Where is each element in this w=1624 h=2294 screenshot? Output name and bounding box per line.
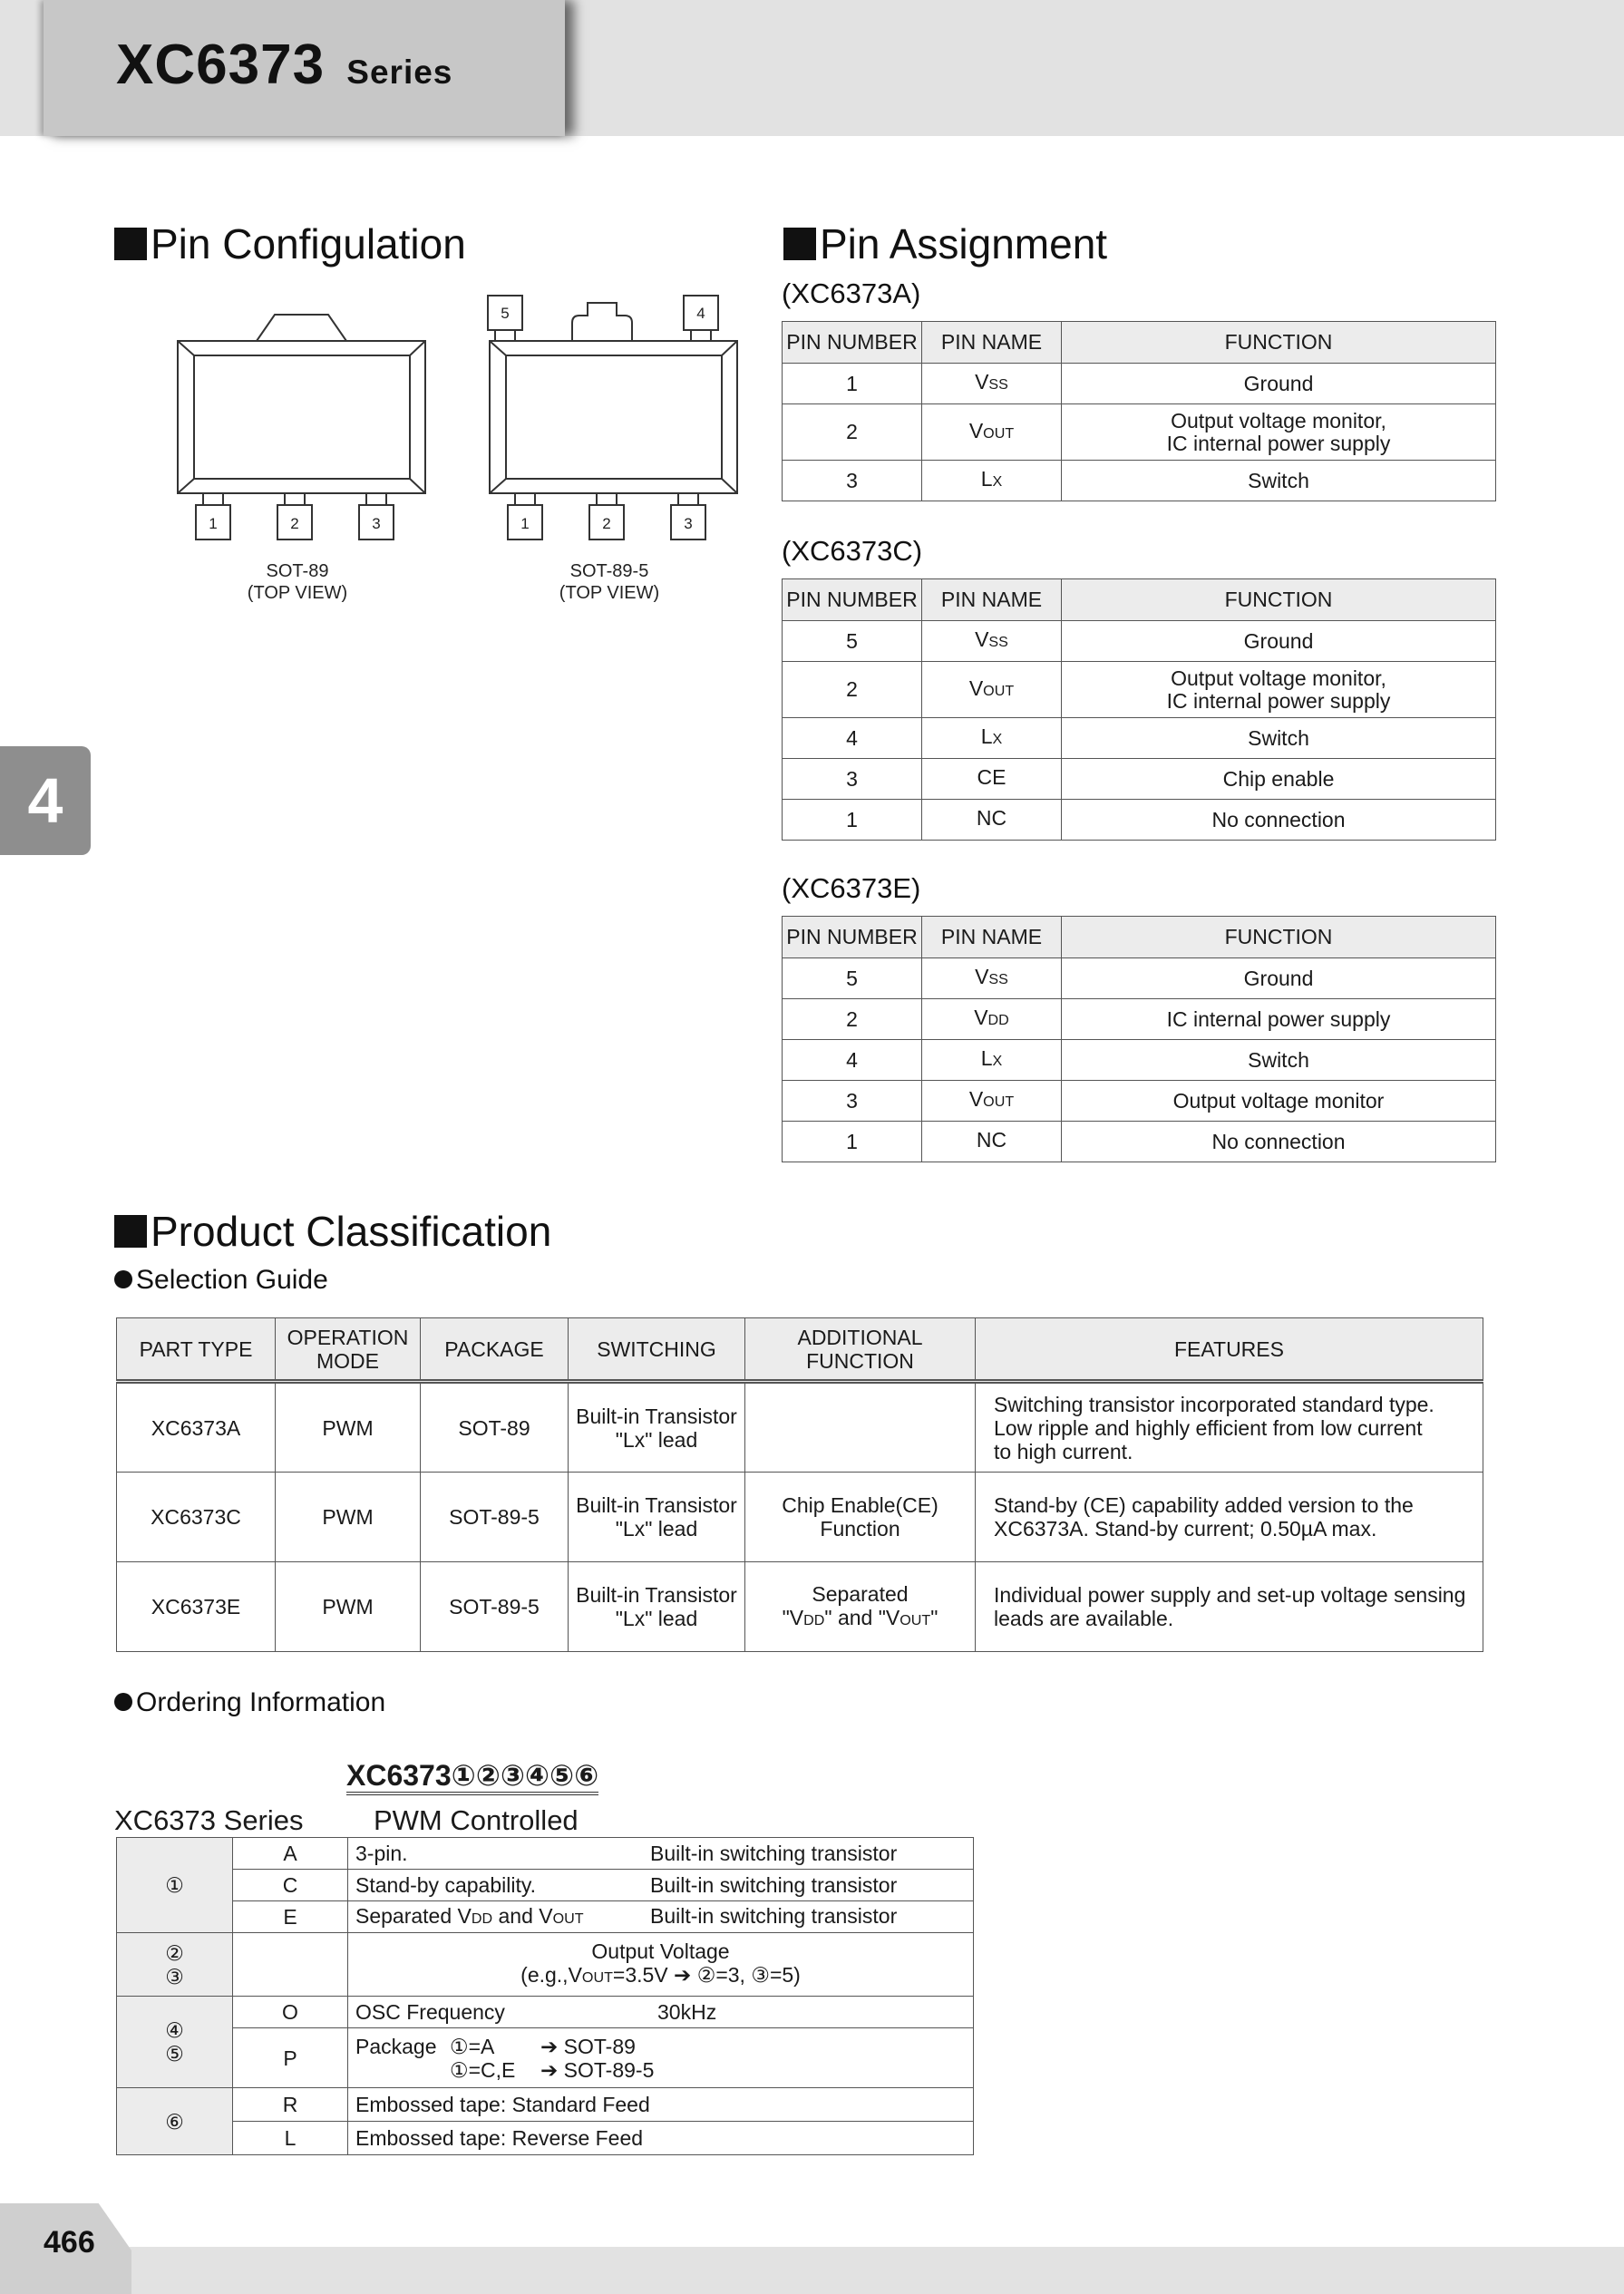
order-code: O xyxy=(233,1997,348,2028)
header-features: FEATURES xyxy=(976,1318,1483,1382)
pin-name: VSS xyxy=(922,364,1062,404)
package: SOT-89-5 xyxy=(421,1473,569,1562)
table-row xyxy=(117,1838,974,1870)
pin-name: NC xyxy=(922,800,1062,841)
header-pin-number: PIN NUMBER xyxy=(783,579,922,621)
table-row xyxy=(117,2088,974,2122)
table-row xyxy=(783,662,1496,718)
pin-number: 1 xyxy=(783,1122,922,1162)
pin-function: Output voltage monitor, IC internal power supply xyxy=(1062,662,1496,718)
pin-name: LX xyxy=(922,718,1062,759)
sot89-body-inner xyxy=(194,355,410,479)
header-function: FUNCTION xyxy=(1062,579,1496,621)
pin-function: Switch xyxy=(1062,718,1496,759)
sot895-pin-label: 3 xyxy=(684,515,693,532)
pin-number: 3 xyxy=(783,461,922,501)
pin-name: LX xyxy=(922,1040,1062,1081)
pin-name: NC xyxy=(922,1122,1062,1162)
sot895-tab xyxy=(572,303,632,341)
square-bullet-icon xyxy=(114,1215,147,1248)
operation-mode: PWM xyxy=(276,1382,421,1473)
page-title xyxy=(116,33,452,97)
operation-mode: PWM xyxy=(276,1562,421,1652)
chapter-tab: 4 xyxy=(0,746,91,855)
sot89-pin-label: 1 xyxy=(209,515,218,532)
order-desc: 3-pin. Built-in switching transistor xyxy=(348,1838,974,1870)
part-type: XC6373E xyxy=(117,1562,276,1652)
table-row xyxy=(783,1081,1496,1122)
table-row xyxy=(783,1122,1496,1162)
table-row xyxy=(783,404,1496,461)
pin-name: VOUT xyxy=(922,662,1062,718)
table-row xyxy=(783,718,1496,759)
order-code xyxy=(233,1933,348,1997)
pin-function: Output voltage monitor, IC internal power supply xyxy=(1062,404,1496,461)
pin-number: 4 xyxy=(783,1040,922,1081)
table-row xyxy=(783,1040,1496,1081)
table-row xyxy=(117,1901,974,1933)
features: Stand-by (CE) capability added version to the XC6373A. Stand-by current; 0.50µA max. xyxy=(976,1473,1483,1562)
pin-assignment-title: Pin Assignment xyxy=(820,220,1108,267)
package-name: SOT-89-5 xyxy=(569,561,649,581)
switching: Built-in Transistor "Lx" lead xyxy=(569,1382,745,1473)
order-code: L xyxy=(233,2122,348,2155)
header-operation-mode: OPERATION MODE xyxy=(276,1318,421,1382)
header-function: FUNCTION xyxy=(1062,917,1496,958)
sot89-lead-2 xyxy=(285,493,305,505)
operation-mode: PWM xyxy=(276,1473,421,1562)
pin-assignment-heading xyxy=(783,219,1107,268)
additional-function xyxy=(745,1382,976,1473)
pin-name: LX xyxy=(922,461,1062,501)
product-classification-heading xyxy=(114,1207,551,1256)
header-switching: SWITCHING xyxy=(569,1318,745,1382)
package: SOT-89-5 xyxy=(421,1562,569,1652)
pin-number: 2 xyxy=(783,404,922,461)
sot895-lead-4 xyxy=(691,330,711,341)
table-row xyxy=(783,800,1496,841)
switching: Built-in Transistor "Lx" lead xyxy=(569,1562,745,1652)
features: Switching transistor incorporated standard type. Low ripple and highly efficient from low current to high current. xyxy=(976,1382,1483,1473)
order-code: C xyxy=(233,1870,348,1901)
order-tape-desc: Embossed tape: Reverse Feed xyxy=(348,2122,974,2155)
order-tape-desc: Embossed tape: Standard Feed xyxy=(348,2088,974,2122)
pin-name: VSS xyxy=(922,621,1062,662)
table-row xyxy=(783,999,1496,1040)
sot895-caption xyxy=(519,560,700,604)
selection-header-row xyxy=(117,1318,1483,1382)
pin-function: Switch xyxy=(1062,1040,1496,1081)
footer-band xyxy=(0,2247,1624,2294)
header-pin-number: PIN NUMBER xyxy=(783,322,922,364)
selection-guide-table xyxy=(116,1317,1483,1652)
pin-number: 2 xyxy=(783,662,922,718)
table-row xyxy=(117,1933,974,1997)
pin-config-diagram xyxy=(163,290,744,549)
pin-table-xc6373c xyxy=(782,578,1496,841)
pin-number: 3 xyxy=(783,759,922,800)
order-group-2-3: ② ③ xyxy=(117,1933,233,1997)
pin-name: CE xyxy=(922,759,1062,800)
selection-guide-title: Selection Guide xyxy=(136,1265,328,1295)
switching: Built-in Transistor "Lx" lead xyxy=(569,1473,745,1562)
variant-title-c: (XC6373C) xyxy=(782,535,923,567)
package: SOT-89 xyxy=(421,1382,569,1473)
pin-function: Output voltage monitor xyxy=(1062,1081,1496,1122)
sot895-lead-3 xyxy=(678,493,698,505)
header-part-type: PART TYPE xyxy=(117,1318,276,1382)
order-series-label: XC6373 Series xyxy=(114,1804,304,1836)
pin-number: 1 xyxy=(783,800,922,841)
table-row xyxy=(783,958,1496,999)
order-osc-desc: OSC Frequency 30kHz xyxy=(348,1997,974,2028)
order-group-6: ⑥ xyxy=(117,2088,233,2155)
order-code: R xyxy=(233,2088,348,2122)
sot895-pin-label: 5 xyxy=(501,305,510,322)
page-title-series: Series xyxy=(346,53,453,91)
order-group-1: ① xyxy=(117,1838,233,1933)
header-pin-name: PIN NAME xyxy=(922,322,1062,364)
selection-guide-heading xyxy=(114,1265,328,1296)
pin-table-header-row xyxy=(783,322,1496,364)
pin-function: No connection xyxy=(1062,1122,1496,1162)
header-additional-function: ADDITIONAL FUNCTION xyxy=(745,1318,976,1382)
sot89-lead-1 xyxy=(203,493,223,505)
table-row xyxy=(783,461,1496,501)
pin-name: VSS xyxy=(922,958,1062,999)
table-row xyxy=(783,364,1496,404)
additional-function: Separated "VDD" and "VOUT" xyxy=(745,1562,976,1652)
order-code: P xyxy=(233,2028,348,2088)
round-bullet-icon xyxy=(114,1270,132,1288)
sot89-tab xyxy=(257,315,346,341)
features: Individual power supply and set-up voltage sensing leads are available. xyxy=(976,1562,1483,1652)
header-function: FUNCTION xyxy=(1062,322,1496,364)
order-code: A xyxy=(233,1838,348,1870)
order-desc: Separated VDD and VOUT Built-in switching transistor xyxy=(348,1901,974,1933)
order-package-desc: Package ①=A ➔ SOT-89 ①=C,E ➔ SOT-89-5 xyxy=(348,2028,974,2088)
order-voltage-desc: Output Voltage (e.g.,VOUT=3.5V ➔ ②=3, ③=5) xyxy=(348,1933,974,1997)
sot895-pin-label: 2 xyxy=(602,515,611,532)
table-row xyxy=(117,2122,974,2155)
pin-function: No connection xyxy=(1062,800,1496,841)
pin-config-heading xyxy=(114,219,466,268)
pin-function: Ground xyxy=(1062,621,1496,662)
order-desc: Stand-by capability. Built-in switching transistor xyxy=(348,1870,974,1901)
header-pin-name: PIN NAME xyxy=(922,917,1062,958)
sot895-pin-label: 4 xyxy=(696,305,705,322)
product-classification-title: Product Classification xyxy=(151,1208,552,1255)
header-pin-name: PIN NAME xyxy=(922,579,1062,621)
ordering-info-table xyxy=(116,1837,974,2155)
pin-table-header-row xyxy=(783,579,1496,621)
order-group-4-5: ④ ⑤ xyxy=(117,1997,233,2088)
pin-number: 5 xyxy=(783,621,922,662)
table-row xyxy=(117,1997,974,2028)
pin-function: Switch xyxy=(1062,461,1496,501)
sot895-pin-label: 1 xyxy=(520,515,530,532)
pin-number: 1 xyxy=(783,364,922,404)
variant-title-a: (XC6373A) xyxy=(782,277,921,309)
pin-function: Chip enable xyxy=(1062,759,1496,800)
sot895-lead-1 xyxy=(515,493,535,505)
table-row xyxy=(783,759,1496,800)
pin-table-xc6373e xyxy=(782,916,1496,1162)
sot89-caption xyxy=(207,560,388,604)
pin-function: Ground xyxy=(1062,958,1496,999)
square-bullet-icon xyxy=(783,228,816,260)
pin-config-title: Pin Configulation xyxy=(151,220,466,267)
pin-number: 3 xyxy=(783,1081,922,1122)
pin-table-header-row xyxy=(783,917,1496,958)
sot895-lead-5 xyxy=(495,330,515,341)
pin-number: 2 xyxy=(783,999,922,1040)
table-row xyxy=(117,1562,1483,1652)
part-type: XC6373A xyxy=(117,1382,276,1473)
ordering-info-title: Ordering Information xyxy=(136,1687,386,1717)
header-package: PACKAGE xyxy=(421,1318,569,1382)
table-row xyxy=(117,1473,1483,1562)
page-number: 466 xyxy=(44,2225,95,2260)
table-row xyxy=(117,2028,974,2088)
order-controlled-label: PWM Controlled xyxy=(374,1804,579,1836)
pin-name: VOUT xyxy=(922,404,1062,461)
ordering-info-heading xyxy=(114,1687,385,1718)
pin-function: IC internal power supply xyxy=(1062,999,1496,1040)
pin-function: Ground xyxy=(1062,364,1496,404)
page-title-product: XC6373 xyxy=(116,34,326,96)
square-bullet-icon xyxy=(114,228,147,260)
pin-number: 4 xyxy=(783,718,922,759)
round-bullet-icon xyxy=(114,1693,132,1711)
order-code: E xyxy=(233,1901,348,1933)
pin-name: VDD xyxy=(922,999,1062,1040)
sot89-pin-label: 3 xyxy=(372,515,381,532)
package-view: (TOP VIEW) xyxy=(559,583,660,603)
sot895-lead-2 xyxy=(597,493,617,505)
additional-function: Chip Enable(CE) Function xyxy=(745,1473,976,1562)
variant-title-e: (XC6373E) xyxy=(782,872,921,904)
table-row xyxy=(117,1382,1483,1473)
pin-number: 5 xyxy=(783,958,922,999)
sot89-pin-label: 2 xyxy=(290,515,299,532)
sot89-lead-3 xyxy=(366,493,386,505)
pin-name: VOUT xyxy=(922,1081,1062,1122)
table-row xyxy=(117,1870,974,1901)
package-name: SOT-89 xyxy=(266,561,329,581)
order-part-code: XC6373①②③④⑤⑥ xyxy=(346,1759,598,1795)
sot895-body-inner xyxy=(506,355,722,479)
part-type: XC6373C xyxy=(117,1473,276,1562)
table-row xyxy=(783,621,1496,662)
header-pin-number: PIN NUMBER xyxy=(783,917,922,958)
pin-table-xc6373a xyxy=(782,321,1496,501)
package-view: (TOP VIEW) xyxy=(247,583,348,603)
